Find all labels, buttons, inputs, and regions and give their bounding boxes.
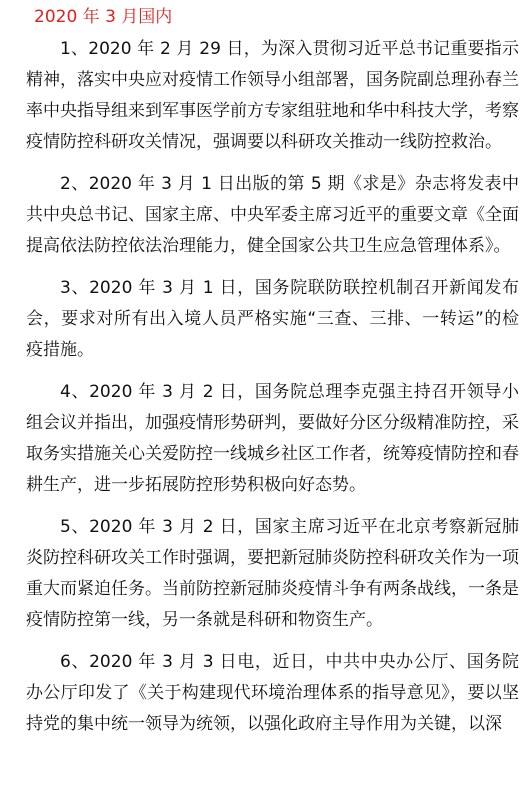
news-item-3: 3、2020 年 3 月 1 日，国务院联防联控机制召开新闻发布会，要求对所有出入境人员严格实施“三查、三排、一转运”的检疫措施。	[26, 278, 519, 360]
section-heading: 2020 年 3 月国内	[34, 7, 173, 27]
news-item-4: 4、2020 年 3 月 2 日，国务院总理李克强主持召开领导小组会议并指出，加强疫情形势研判，要做好分区分级精准防控，采取务实措施关心关爱防控一线城乡社区工作者，统筹疫情防控和春耕生产，进一步拓展防控形势积极向好态势。	[26, 382, 519, 495]
news-item-1: 1、2020 年 2 月 29 日，为深入贯彻习近平总书记重要指示精神，落实中央应对疫情工作领导小组部署，国务院副总理孙春兰率中央指导组来到军事医学前方专家组驻地和华中科技大学，考察疫情防控科研攻关情况，强调要以科研攻关推动一线防控救治。	[26, 39, 519, 152]
news-item-6: 6、2020 年 3 月 3 日电，近日，中共中央办公厅、国务院办公厅印发了《关于构建现代环境治理体系的指导意见》，要以坚持党的集中统一领导为统领，以强化政府主导作用为关键，以深	[26, 652, 519, 734]
news-item-5: 5、2020 年 3 月 2 日，国家主席习近平在北京考察新冠肺炎防控科研攻关工作时强调，要把新冠肺炎防控科研攻关作为一项重大而紧迫任务。当前防控新冠肺炎疫情斗争有两条战线，一条是疫情防控第一线，另一条就是科研和物资生产。	[26, 517, 519, 630]
news-item-2: 2、2020 年 3 月 1 日出版的第 5 期《求是》杂志将发表中共中央总书记、国家主席、中央军委主席习近平的重要文章《全面提高依法防控依法治理能力，健全国家公共卫生应急管理体系》。	[26, 174, 519, 256]
